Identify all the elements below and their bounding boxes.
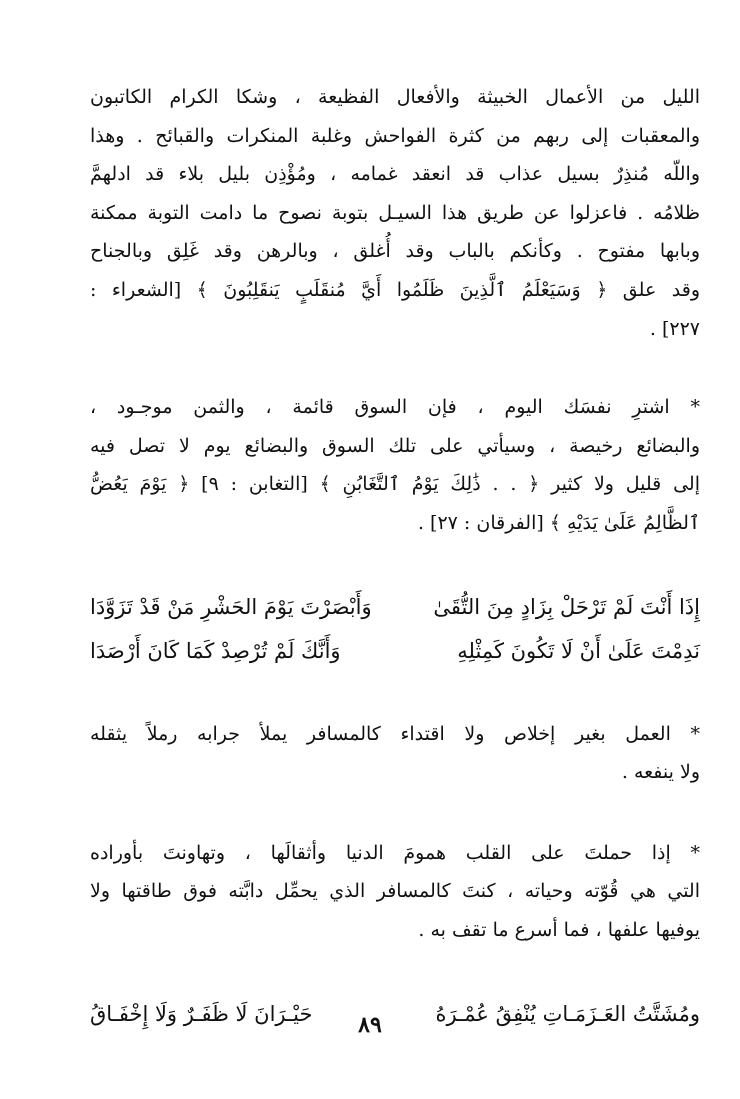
verse-second-hemistich: حَيْـرَانَ لَا ظَفَـرٌ وَلَا إِخْفَـاقُ xyxy=(90,1001,313,1026)
verse-first-hemistich: نَدِمْتَ عَلَىٰ أَنْ لَا تَكُونَ كَمِثْلِهِ xyxy=(457,638,700,663)
text-line: والبضائع رخيصة ، وسيأتي على تلك السوق والبضائع يوم لا تصل فيه xyxy=(90,434,700,457)
verse-first-hemistich: ومُشَتَّتُ العَـزَمَـاتِ يُنْفِقُ عُمْـرَهُ xyxy=(435,1001,700,1026)
text-line: وقد علق ﴿ وَسَيَعْلَمُ ٱلَّذِينَ ظَلَمُوا أَيَّ مُنقَلَبٍ يَنقَلِبُونَ ﴾ [الشعراء : xyxy=(90,278,700,301)
verse-second-hemistich: وَأَبْصَرْتَ يَوْمَ الحَشْرِ مَنْ قَدْ تَزَوَّدَا xyxy=(90,594,372,619)
verse-first-hemistich: إِذَا أَنْتَ لَمْ تَرْحَلْ بِزَادٍ مِنَ التُّقَىٰ xyxy=(433,594,700,619)
text-line: إلى قليل ولا كثير ﴿ . . ذَٰلِكَ يَوْمُ ٱلتَّغَابُنِ ﴾ [التغابن : ٩] ﴿ يَوْمَ يَعُضُّ xyxy=(90,473,700,496)
text-line: ٢٢٧] . xyxy=(649,317,700,340)
text-line: واللّه مُنذِرٌ بسيل عذاب قد انعقد غمامه ، ومُؤْذِن بليل بلاء قد ادلهمَّ xyxy=(90,163,700,186)
poem-verse-1 xyxy=(90,585,700,673)
paragraph-4 xyxy=(90,834,700,950)
paragraph-3 xyxy=(90,715,700,792)
verse-second-hemistich: وَأَنَّكَ لَمْ تُرْصِدْ كَمَا كَانَ أَرْصَدَا xyxy=(90,638,341,663)
text-line: التي هي قُوّته وحياته ، كنتَ كالمسافر الذي يحمِّل دابَّته فوق طاقتها ولا xyxy=(90,880,700,903)
verse-line xyxy=(90,585,700,629)
text-line: ظلامُه . فاعزلوا عن طريق هذا السيـل بتوبة نصوح ما دامت التوبة ممكنة xyxy=(90,201,700,224)
text-line: والمعقبات إلى ربهم من كثرة الفواحش وغلبة المنكرات والقبائح . وهذا xyxy=(90,124,700,147)
text-line: * اشترِ نفسَك اليوم ، فإن السوق قائمة ، والثمن موجـود ، xyxy=(90,396,700,419)
text-line: ٱلظَّالِمُ عَلَىٰ يَدَيْهِ ﴾ [الفرقان : ٢٧] . xyxy=(417,511,700,534)
text-line: * العمل بغير إخلاص ولا اقتداء كالمسافر يملأ جرابه رملاً يثقله xyxy=(90,722,700,745)
book-page xyxy=(90,78,700,1036)
paragraph-2 xyxy=(90,388,700,542)
verse-line xyxy=(90,629,700,673)
paragraph-1 xyxy=(90,78,700,348)
text-line: وبابها مفتوح . وكأنكم بالباب وقد أُغلق ، وبالرهن وقد غَلِق وبالجناح xyxy=(90,240,700,263)
page-number: ٨٩ xyxy=(358,1012,382,1038)
text-line: * إذا حملتَ على القلب همومَ الدنيا وأثقالَها ، وتهاونتَ بأوراده xyxy=(90,841,700,864)
text-line: الليل من الأعمال الخبيثة والأفعال الفظيعة ، وشكا الكرام الكاتبون xyxy=(90,86,700,108)
text-line: ولا ينفعه . xyxy=(621,761,700,784)
text-line: يوفيها علفها ، فما أسرع ما تقف به . xyxy=(418,918,700,941)
